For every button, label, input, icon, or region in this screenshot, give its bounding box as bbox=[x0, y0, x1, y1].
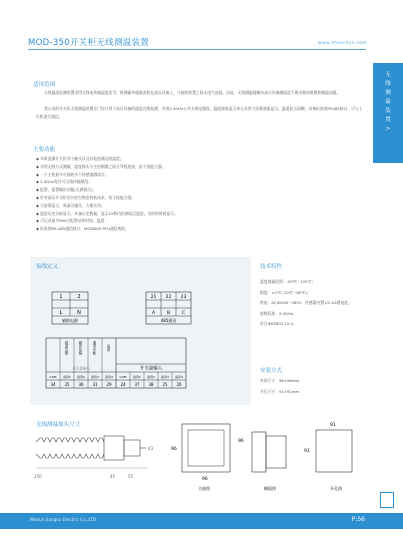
install-item: 开孔尺寸：91×91mm bbox=[260, 388, 300, 394]
front-dim-bottom: 96 bbox=[202, 477, 208, 482]
specs-title: 技术特性 bbox=[260, 264, 283, 270]
probe-dim: 55 bbox=[128, 474, 134, 479]
terminal-caption: 辅助电源 bbox=[62, 318, 78, 323]
vertical-label: 备用 bbox=[107, 344, 111, 352]
cutout-dim-side: 91 bbox=[304, 449, 310, 454]
bottom-number: 31 bbox=[92, 382, 98, 387]
vertical-label: 超温告警 bbox=[65, 341, 69, 355]
feature-item: ◆ 标准的RS-485通信接口，MODBUS RTU通信规约。 bbox=[36, 226, 129, 232]
terminal-caption: 485通讯 bbox=[160, 318, 177, 323]
feature-item: ◆ 报警、报警输出功能(无源接点)； bbox=[36, 187, 97, 193]
bottom-label: 备用4 bbox=[175, 375, 183, 379]
terminal-number: 22 bbox=[165, 295, 172, 300]
feature-item: ◆ 实时监测开关柜各个触头以及其他监测点的温度。 bbox=[36, 156, 124, 161]
wiring-diagram bbox=[30, 268, 251, 405]
terminal-number: 1 bbox=[59, 294, 63, 300]
install-item: 外形尺寸：96×96mm bbox=[260, 378, 300, 383]
vertical-label: 通讯中断 bbox=[93, 341, 97, 355]
header-url: www.zhenrdun.com bbox=[317, 41, 367, 46]
bottom-number: 24 bbox=[120, 382, 126, 387]
bottom-number: 29 bbox=[106, 382, 112, 387]
bottom-number: 36 bbox=[78, 382, 84, 387]
probe-title: 无线测温探头尺寸 bbox=[36, 422, 81, 428]
probe-dim: 43 bbox=[148, 446, 154, 451]
probe-drawing bbox=[30, 428, 160, 484]
bottom-number: 26 bbox=[176, 382, 182, 387]
probe-dim: 45 bbox=[110, 474, 116, 479]
bottom-label: 备用1 bbox=[63, 375, 71, 379]
terminal-label: B bbox=[166, 311, 171, 316]
feature-item: ◆ 采用无线方式测量，温度探头与主控制器之间无导线连接，抗干扰能力强； bbox=[36, 163, 166, 169]
bottom-label: 备用2 bbox=[147, 375, 155, 379]
side-tab-arrow: > bbox=[385, 126, 391, 132]
category-side-tab[interactable] bbox=[373, 63, 403, 163]
bottom-label: 备用3 bbox=[161, 375, 169, 379]
install-title: 安装方式 bbox=[260, 368, 283, 374]
install-list bbox=[260, 376, 299, 397]
spec-item: 温度测量范围：-55℃~125℃； bbox=[260, 279, 316, 284]
bottom-label: COM bbox=[119, 375, 127, 379]
bottom-number: 25 bbox=[162, 382, 168, 387]
side-tab-char: 测 bbox=[385, 90, 391, 96]
page-number: P:56 bbox=[351, 516, 365, 523]
side-dim: 96 bbox=[238, 439, 244, 444]
bottom-header: 开关量输入 bbox=[139, 366, 163, 372]
bottom-label: 备用1 bbox=[133, 375, 141, 379]
terminal-label: N bbox=[77, 310, 81, 316]
bottom-number: 38 bbox=[148, 382, 154, 387]
spec-item: 供电：AC/DC80~265V，传感器内置1/2 AA锂电池； bbox=[260, 300, 352, 305]
side-tab-char: 温 bbox=[385, 99, 391, 105]
terminal-label: L bbox=[59, 310, 63, 316]
feature-item: ◆ 大屏幕显示，界面可操作，方便实用； bbox=[36, 202, 105, 208]
bottom-header: 开关量输出 bbox=[72, 366, 90, 371]
scope-paragraph: 我公司的开关柜无线测温装置专门设计用于高压设备的温度在线检测，采用2.4GHz公共无线电频段，温度接收显示单元采用大屏幕液晶显示，温度显示清晰，具备标准的RS485接口，可与上位机进行通信。 bbox=[36, 106, 363, 119]
probe-dim: 250 bbox=[34, 474, 42, 479]
vertical-label: 硬件故障 bbox=[79, 341, 83, 355]
side-tab-char: 无 bbox=[385, 72, 391, 78]
feature-item: ◆ 可记录最多999点报警动作时间、温度； bbox=[36, 218, 109, 224]
side-tab-char: 装 bbox=[385, 108, 391, 114]
footer-company: Medun Jiangsu Electric Co.,LTD bbox=[30, 518, 97, 523]
specs-list bbox=[260, 277, 370, 330]
cutout-dim-top: 91 bbox=[330, 423, 336, 428]
side-tab-char: 置 bbox=[385, 117, 391, 123]
bottom-number: 37 bbox=[134, 382, 140, 387]
features-title: 主要功能 bbox=[33, 147, 56, 153]
bottom-number: 35 bbox=[64, 382, 70, 387]
scope-title: 适用范围 bbox=[33, 82, 56, 88]
bottom-label: COM bbox=[49, 375, 57, 379]
front-view-label: 主视图 bbox=[198, 486, 210, 491]
terminal-label: C bbox=[181, 311, 186, 316]
feature-item: ◆ 针对高压开关柜设计的生物安装低成本，抗干扰能力强； bbox=[36, 194, 136, 200]
wiring-title: 接线定义 bbox=[36, 264, 59, 270]
feature-item: ◆ 一个主机最多可接收多个传感器测试点； bbox=[36, 171, 109, 177]
cutout-label: 开孔图 bbox=[330, 486, 342, 491]
terminal-number: 2 bbox=[77, 294, 81, 300]
bottom-label: 备用2 bbox=[77, 375, 85, 379]
feature-item: ◆ 2.4GHz免许可无线传输频段； bbox=[36, 179, 92, 185]
header-divider bbox=[28, 49, 366, 50]
side-view-label: 侧面图 bbox=[264, 486, 276, 491]
page-title: MOD-350开关柜无线测温装置 bbox=[28, 38, 150, 48]
features-list bbox=[36, 155, 366, 233]
spec-item: 精度：±1℃(-20℃~80℃)； bbox=[260, 289, 311, 295]
spec-item: 射频标准：2.4GHz； bbox=[260, 310, 297, 316]
feature-item: ◆ 温度历史分析显示，具备历史数据，显示15秒内的测试点温度，实时的时间显示； bbox=[36, 210, 178, 216]
dimension-drawings bbox=[168, 418, 368, 494]
bottom-number: 34 bbox=[50, 382, 56, 387]
terminal-number: 23 bbox=[180, 295, 187, 300]
front-dim-side: 96 bbox=[171, 447, 177, 452]
bottom-label: 备用4 bbox=[105, 375, 113, 379]
side-tab-char: 线 bbox=[385, 81, 391, 87]
brand-logo-icon bbox=[380, 492, 394, 508]
terminal-number: 21 bbox=[150, 295, 157, 300]
bottom-label: 备用3 bbox=[91, 375, 99, 379]
scope-paragraph: 无线温度检测装置采用无线电传输温度信号，将测量传感器安装在高压设备上，与接收装置之间无电气连接，因此，无线测温能解决高压设备测温度不便采集的难题和测温问题。 bbox=[44, 90, 341, 95]
terminal-label: A bbox=[151, 311, 156, 316]
spec-item: 符合IEEE802.15.4。 bbox=[260, 321, 297, 326]
